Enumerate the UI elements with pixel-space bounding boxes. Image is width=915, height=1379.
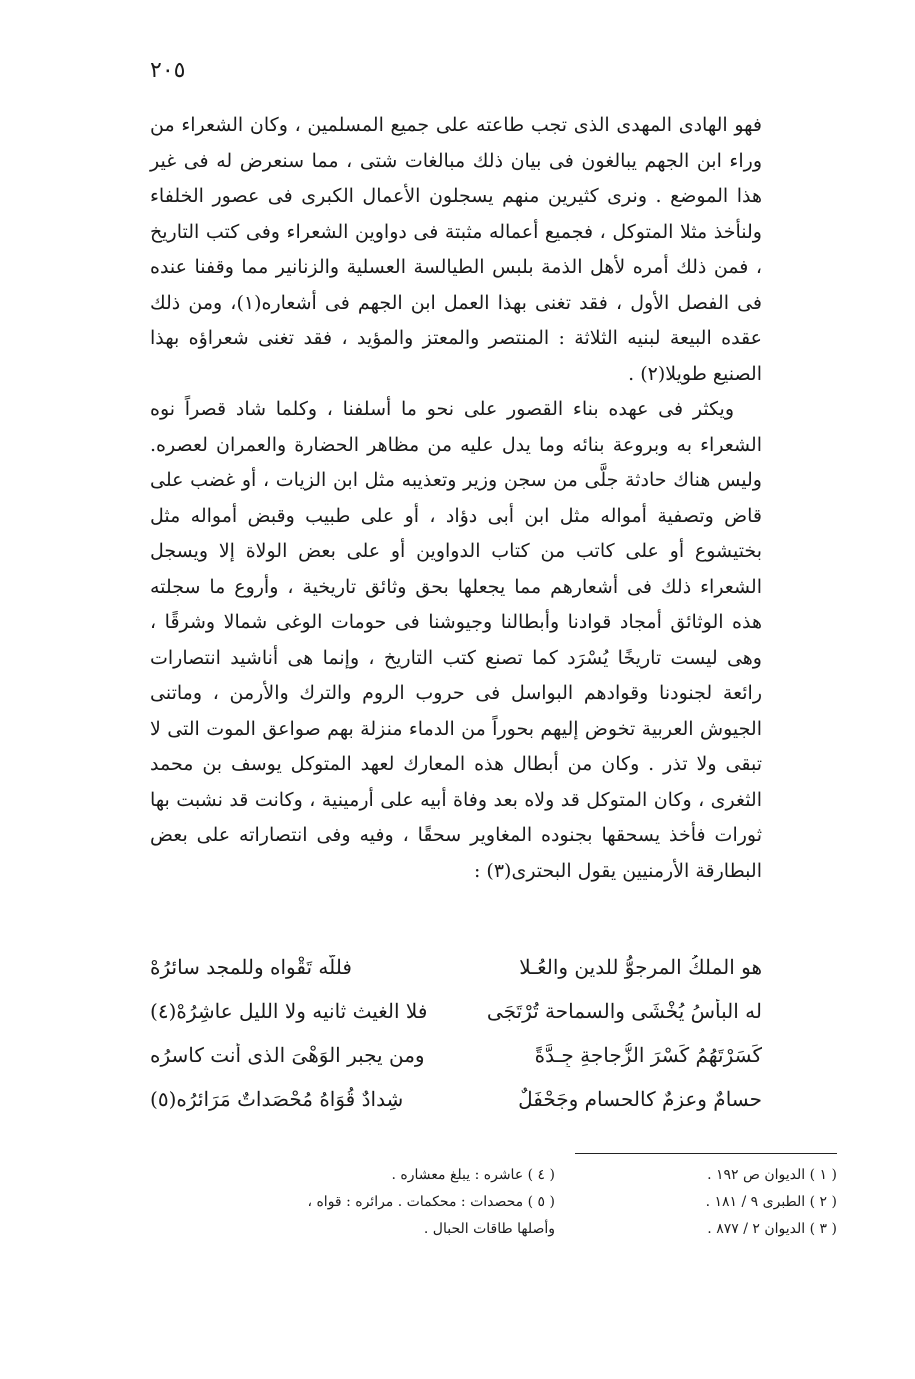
footnote: ( ٤ ) عاشره : يبلغ معشاره . [391, 1167, 555, 1183]
poem-hemistich-second: شِدادٌ قُوَاهُ مُحْصَداتٌ مَرَائرُه(٥) [150, 1087, 404, 1111]
footnotes-column-left [255, 1162, 555, 1243]
footnote: ( ٢ ) الطبرى ٩ / ١٨١ . [705, 1194, 837, 1210]
poem-verse [150, 989, 762, 1033]
footnote: ( ١ ) الديوان ص ١٩٢ . [707, 1167, 837, 1183]
poem [150, 945, 762, 1121]
poem-verse [150, 1033, 762, 1077]
footnote: ( ٥ ) محصدات : محكمات . مرائره : قواه ، [307, 1194, 555, 1210]
footnote-divider [575, 1153, 837, 1154]
footnote: وأصلها طاقات الحبال . [423, 1221, 555, 1237]
poem-verse [150, 945, 762, 989]
poem-hemistich-first: كَسَرْتَهُمُ كَسْرَ الزُّجاجةِ جِـدَّةً [534, 1043, 762, 1067]
poem-hemistich-second: فلا الغيث ثانيه ولا الليل عاشِرُهْ(٤) [150, 999, 428, 1023]
poem-hemistich-first: له البأْسُ يُخْشَى والسماحة تُرْتَجَى [486, 999, 762, 1023]
poem-verse [150, 1077, 762, 1121]
body-text [150, 108, 762, 889]
footnote: ( ٣ ) الديوان ٢ / ٨٧٧ . [707, 1221, 837, 1237]
page-number: ٢٠٥ [150, 58, 186, 83]
poem-hemistich-first: حسامٌ وعزمٌ كالحسام وجَحْفَلٌ [518, 1087, 762, 1111]
paragraph: فهو الهادى المهدى الذى تجب طاعته على جميع المسلمين ، وكان الشعراء من وراء ابن الجهم يبالغون فى بيان ذلك مبالغات شتى ، مما سنعرض له فى غير هذا الموضع . ونرى كثيرين منهم يسجلون الأعمال الكبرى فى عصور الخلفاء ولنأخذ مثلا المتوكل ، فجميع أعماله مثبتة فى دواوين الشعراء وفى كتب التاريخ ، فمن ذلك أمره لأهل الذمة بلبس الطيالسة العسلية والزنانير مما وقفنا عنده فى الفصل الأول ، فقد تغنى بهذا العمل ابن الجهم فى أشعاره(١)، ومن ذلك عقده البيعة لبنيه الثلاثة : المنتصر والمعتز والمؤيد ، فقد تغنى شعراؤه بهذا الصنيع طويلا(٢) . [150, 114, 763, 385]
footnotes-column-right [575, 1162, 837, 1243]
poem-hemistich-second: ومن يجبر الوَهْىَ الذى أنت كاسرُه [150, 1043, 425, 1067]
poem-hemistich-first: هو الملكُ المرجوُّ للدين والعُـلا [519, 955, 762, 979]
paragraph: ويكثر فى عهده بناء القصور على نحو ما أسلفنا ، وكلما شاد قصراً نوه الشعراء به وبروعة بنائه وما يدل عليه من مظاهر الحضارة والعمران لعصره. وليس هناك حادثة جلَّى من سجن وزير وتعذيبه مثل ابن الزيات ، أو غضب على قاض وتصفية أمواله مثل ابن أبى دؤاد ، أو على طبيب وقبض أمواله مثل بختيشوع أو على كاتب من كتاب الدواوين أو على بعض الولاة إلا ويسجل الشعراء ذلك فى أشعارهم مما يجعلها بحق وثائق تاريخية ، وأروع ما سجلته هذه الوثائق أمجاد قوادنا وأبطالنا وجيوشنا فى حومات الوغى شمالا وشرقًا ، وهى ليست تاريخًا يُسْرَد كما تصنع كتب التاريخ ، وإنما هى أناشيد انتصارات رائعة لجنودنا وقوادهم البواسل فى حروب الروم والترك والأرمن ، وماتنى الجيوش العربية تخوض إليهم بحوراً من الدماء منزلة بهم صواعق الموت التى لا تبقى ولا تذر . وكان من أبطال هذه المعارك لعهد المتوكل يوسف بن محمد الثغرى ، وكان المتوكل قد ولاه بعد وفاة أبيه على أرمينية ، وكانت قد نشبت بها ثورات فأخذ يسحقها بجنوده المغاوير سحقًا ، وفيه وفى انتصاراته على بعض البطارقة الأرمنيين يقول البحترى(٣) : [150, 398, 762, 882]
poem-hemistich-second: فللَّه تَقْواه وللمجد سائرُهْ [150, 955, 352, 979]
